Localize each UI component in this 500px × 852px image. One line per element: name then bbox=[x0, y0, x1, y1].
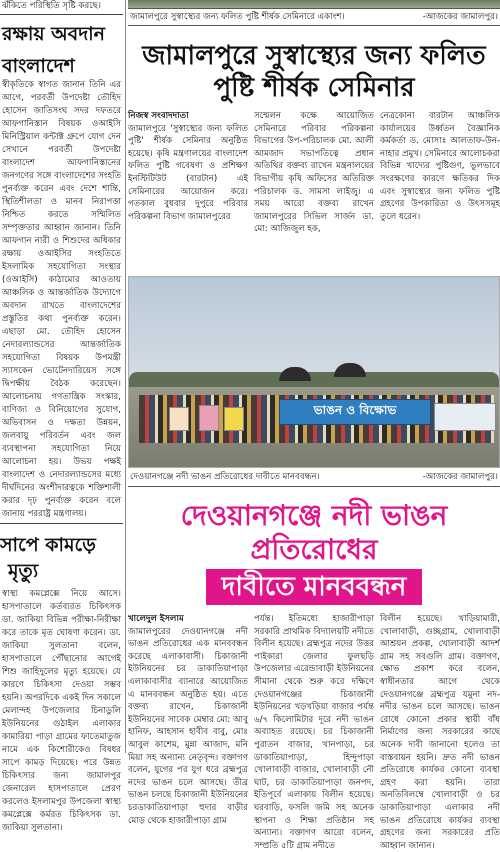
protest-sign bbox=[224, 407, 244, 431]
article-1-headline-line2: পুষ্টি শীর্ষক সেমিনার bbox=[213, 73, 415, 103]
protest-sign bbox=[199, 405, 219, 431]
article-1-headline: জামালপুরে সুস্বাস্থ্যের জন্য ফলিত bbox=[142, 41, 486, 71]
article-1-body bbox=[128, 110, 500, 272]
article-2-body bbox=[128, 613, 500, 851]
article-1-col-2: সম্মেলন কক্ষে আয়োজিত সেমিনারে পরিবার পরিকল্পনা বিভাগের উপ-পরিচালক মো. আলী আমজাদ সভাপতিত্বে প্রধান অতিথির বক্তব্য রাখেন মন্ত্রনালয়ের বিভাগীয় কৃষি অফিসের অতিরিক্ত পরিচালক ড. সামসা লাইজু। এ সময় আরো বক্তব্য রাখেন জামালপুরের সিভিল সার্জন ডা. মো: আজিজুল হক, bbox=[254, 111, 374, 235]
protest-photo-caption-row bbox=[128, 468, 500, 487]
top-photo-caption-row bbox=[128, 8, 500, 26]
left-headline-1: রক্ষায় অবদান bbox=[2, 23, 106, 45]
top-photo-credit: -আজকের জামালপুর। bbox=[422, 12, 498, 22]
top-photo-caption: জামালপুরে সুস্বাস্থ্যের জন্য ফলিত পুষ্টি শীর্ষক সেমিনারে একাংশ। bbox=[130, 12, 345, 22]
article-2-col-3: বিলীন হয়েছে। খাড়িয়ামারী, খোলাবাড়ী, গুচ্ছগ্রাম, খোলাবাড়ী আশ্রয়ন প্রকল্প, খোলাবাড়ী আদর্শ গ্রাম সহ সবগুলি গ্রাম। বক্তাগণ, ক্ষোভ প্রকাশ করে বলেন, স্বাধীনতার আগে থেকে দেওয়ানগঞ্জে ব্রহ্মপুত্র যমুনা নদ-নদীর ভাঙন চলে আসছে। ভাঙন রোধে কোনো প্রকার স্থায়ী বাঁধ নির্মাণের জন্য সরকারের কাছে অনেক দাবী জানানো হলেও তা বাস্তবায়ন হয়নি। দ্রুত নদী ভাঙন প্রতিরোধে কার্যকর কোনো ব্যবস্থা গ্রহণ করা হয়নি। তারা অনতিবিলম্বে খোলাবাড়ী ও চর ডাকাতিয়াপাড়া এলাকার নদী ভাঙন প্রতিরোধে কার্যকর ব্যবস্থা গ্রহণের জন্য সরকারের প্রতি আহ্বান জানান। bbox=[380, 614, 500, 851]
protest-photo-caption: দেওয়ানগঞ্জে নদী ভাঙন প্রতিরোধের দাবীতে মানববন্ধন। bbox=[130, 472, 320, 482]
article-2-headline-line2: দাবীতে মানববন্ধন bbox=[206, 569, 422, 605]
left-article-1-body: স্বীকৃতিকে স্বাগত জানান তিনি এর আগে, পরবর্তী উপদেষ্টা তৌহিদ হোসেন জাতিসংঘ সদর দফতরে আফগানিস্তান বিষয়ক ওআইসি মিনিস্ট্রিয়াল কন্টাক্ট গ্রুপে যোগ দেন সেখানে পরবর্তী উপদেষ্টা বাংলাদেশ আফগানিস্তানের জনগণের সঙ্গে বাংলাদেশের সংহতি পুনর্ব্যক্ত করেন এবং দেশে শান্তি, স্থিতিশীলতা ও মানব নিরাপত্তা নিশ্চিত করতে সম্মিলিত সম্পৃক্ততার আহ্বান জানান। তিনি আফগান নারী ও শিশুদের অধিকার রক্ষায় ওআইসির সংহতিতে ইসলামিক সহযোগিতা সংস্থার (ওআইসি) কাঠামোর আওতায় আঞ্চলিক ও আন্তর্জাতিক উদ্যোগে অবদান রাখতে বাংলাদেশের প্রস্তুতির কথা পুনর্ব্যক্ত করেন। এছাড়া মো. তৌহিদ হোসেন নেদারল্যান্ডসের আন্তর্জাতিক সহযোগিতা বিষয়ক উপমন্ত্রী স্যাসকেন ভোটেনদারিয়েস সঙ্গে দ্বিপক্ষীয় বৈঠক করেছেন। আলোচনায় গণতান্ত্রিক সংস্কার, বাণিজ্য ও বিনিয়োগের সুযোগ, অভিবাসন ও দক্ষতা উন্নয়ন, জলবায়ু পরিবর্তন এবং জল ব্যবস্থাপনা সহযোগিতা নিয়ে আলোচনা হয়। উভয় পক্ষই বাংলাদেশ ও নেদারল্যান্ডসের মধ্যে দীর্ঘদিনের অংশীদারত্বকে শক্তিশালী করার দৃঢ় পুনর্ব্যক্ত করেন বলে জানায় পররাষ্ট্র মন্ত্রণালয়। bbox=[2, 80, 121, 519]
article-1-col-1 bbox=[128, 110, 248, 272]
protest-banner: ভাঙন ও বিক্ষোভ bbox=[279, 399, 431, 425]
article-2-col-2: পর্যন্ত। ইতিমধ্যে হাজারীপাড়া সরকারি প্রাথমিক বিদ্যালয়টি নদীতে বিলীন হয়েছে। ব্রহ্মপুত্র নদের উত্তর পাইকারা জেলার ফুলছড়ি উপজেলার এরেন্ডাবাড়ী ইউনিয়নের সীমানা থেকে শুরু করে দক্ষিণে দেওয়ানগঞ্জের চিকাজানী ইউনিয়নের খড়খড়িয়া বাজার পর্যন্ত ৬/৭ কিলোমিটার দূরে নদী ভাঙন অব্যাহত রয়েছে। চর চিকাজানী পুরাতন বাজার, খানপাড়া, চর ডাকাতিয়াপাড়া, হিন্দুপাড়া খোলাবাড়ী বাজার, খোলাবাড়ী নৌ ঘাট, চর ডাকাতিয়াপাড়া জনপদ, ইতিপূর্বে এলাকায় বিলীন হয়েছে। ঘরবাড়ি, ফসলি জমি সহ অনেক স্থাপনা ও শিক্ষা প্রতিষ্ঠান সহ অন্যান্য। বক্তাগণ আরো বলেন, সম্প্রতি ৫টি গ্রাম নদীতে bbox=[254, 614, 374, 851]
article-1-col-1-text: জামালপুরে 'সুস্বাস্থ্যের জন্য ফলিত পুষ্টি' শীর্ষক সেমিনার অনুষ্ঠিত হয়েছে। কৃষি মন্ত্রণালয়ের বাংলাদেশ ফলিত পুষ্টি গবেষণা ও প্রশিক্ষণ ইনস্টিটিউট (বারটান) এই সেমিনারের আয়োজন করে। গতকাল বুধবার দুপুরে পরিবার পরিকল্পনা বিভাগ জামালপুরের bbox=[128, 123, 248, 222]
left-top-text: ঝঁকিতে পরিস্থিতি সৃষ্টি করছে। bbox=[2, 1, 101, 11]
article-2-byline: খালেদুল ইসলাম bbox=[128, 614, 184, 624]
article-2-headline: দেওয়ানগঞ্জে নদী ভাঙন প্রতিরোধের bbox=[180, 499, 448, 566]
article-2-col-1 bbox=[128, 613, 248, 826]
article-1-col-3: নেত্রকোনা বারটান আঞ্চলিক কার্যালয়ের উর্ধ্বতন বৈজ্ঞানিক কর্মকর্তা ড. মোসাঃ আলতাফ-উন-নাহার প্রমুখ। সেমিনারে আলোচকরা বিভিন্ন খাদ্যের পুষ্টিগুণ, ভুলভাবে সংরক্ষণের কারণে ক্ষতিকর দিক এবং সুস্বাস্থ্যের জন্য ফলিত পুষ্টি গ্রহণের উপকারিতা ও উৎসসমূহ তুলে ধরেন। bbox=[380, 111, 500, 222]
left-headline-2: সাপে কামড়ে bbox=[0, 534, 96, 556]
column-divider bbox=[125, 0, 126, 753]
left-headline-2b: মৃত্যু bbox=[8, 560, 39, 582]
left-column bbox=[0, 0, 123, 833]
protest-sign bbox=[169, 407, 189, 431]
protest-banner-2 bbox=[434, 403, 496, 431]
article-1-byline: নিজস্ব সংবাদদাতা bbox=[128, 111, 189, 121]
left-article-2-body: স্বাস্থ্য কমপ্লেক্সে নিয়ে আসে। হাসপাতালে কর্তব্যরত চিকিৎসক ডা. জাকিয়া বিভিন্ন পরীক্ষা-নিরীক্ষা করে তাকে মৃত ঘোষণা করেন। ডা. জাকিয়া সুলতানা বলেন, হাসপাতালে পৌঁছানোর আগেই শিশু জাহিদুলের মৃত্যু হয়েছে। যে কারণে চিকিৎসা দেওয়া সম্ভব হয়নি। অপরদিকে একই দিন সকালে মেলান্দহ উপজেলার চিনাডুলি ইউনিয়নের গুঠাইল এলাকার কামারিয়া পাড়া গ্রামের ফাতেমাতুজ নামে এক কিশোরীকেও বিষধর সাপে কামড় দিয়েছে। পরে উন্নত চিকিৎসার জন্য জামালপুর জেনারেল হাসপাতালে প্রেরণ করলেও ইসলামপুর উপজেলা স্বাস্থ্য কমপ্লেক্সে কর্মরত চিকিৎসক ডা. জাকিয়া সুলতানা। bbox=[2, 589, 121, 833]
top-photo-strip bbox=[128, 0, 500, 8]
protest-photo bbox=[128, 276, 500, 468]
main-column bbox=[128, 0, 500, 851]
protest-photo-credit: -আজকের জামালপুর। bbox=[422, 472, 498, 482]
divider bbox=[0, 523, 123, 524]
article-2-col-1-text: জামালপুরের দেওয়ানগঞ্জে নদী ভাঙন প্রতিরোধের এক মানববন্ধন করেছে এলাকাবাসী। চিকাজানী ইউনিয়নের চর ডাকাতিয়াপাড়া এলাকাবাসীর ব্যানারে আয়োজিত এ মানববন্ধন অনুষ্ঠিত হয়। এতে বক্তব্য রাখেন, চিকাজানী ইউনিয়নের সাবেক মেম্বার মো: আবু হানিফ, আহসান হাবীব বাবু, মোঃ আবুল কাশেম, মুন্না আজাদ, মনি মিয়া সহ অন্যান্য নেতৃবৃন্দ। বক্তাগণ বলেন, যুগের পর যুগ ধরে ব্রহ্মপুত্র নদের ভাঙন চলে আসছে। তীব্র ভাঙন চলছে চিকাজানী ইউনিয়নের চরডাকাতিয়াপাড়া হুদার বাড়ীর মোড় থেকে হাজারীপাড়া গ্রাম bbox=[128, 626, 248, 826]
left-headline-1b: বাংলাদেশ bbox=[2, 55, 75, 77]
divider bbox=[0, 14, 123, 15]
